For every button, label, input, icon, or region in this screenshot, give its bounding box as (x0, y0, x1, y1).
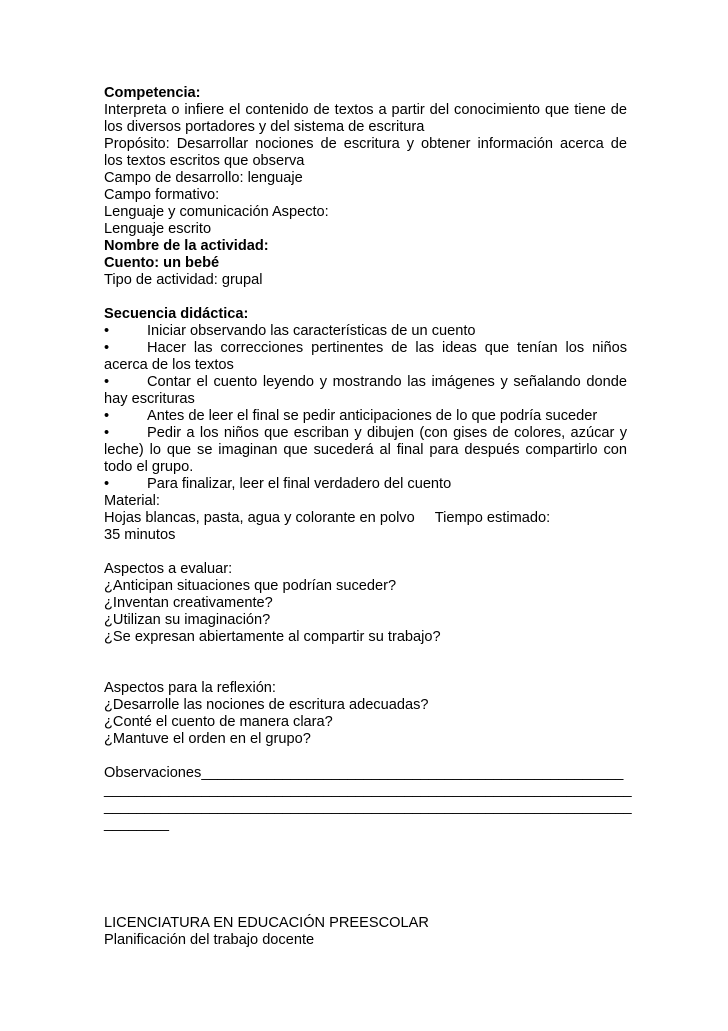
bullet-icon: • (104, 408, 110, 424)
secuencia-item-5-cont2: todo el grupo. (104, 459, 194, 475)
material-line (104, 510, 627, 527)
evaluar-item: ¿Anticipan situaciones que podrían suceder? (104, 578, 397, 594)
cuento-title: Cuento: un bebé (104, 255, 220, 271)
secuencia-item-2-cont: acerca de los textos (104, 357, 234, 373)
secuencia-item-3-cont: hay escrituras (104, 391, 195, 407)
bullet-icon: • (104, 323, 110, 339)
lenguaje-aspecto: Lenguaje y comunicación Aspecto: (104, 204, 329, 220)
nombre-actividad: Nombre de la actividad: (104, 238, 269, 254)
bullet-icon: • (104, 374, 110, 390)
secuencia-heading: Secuencia didáctica: (104, 306, 249, 322)
bullet-icon: • (104, 340, 110, 356)
tipo-actividad: Tipo de actividad: grupal (104, 272, 263, 288)
observaciones-line-3: _________________________________________________________________ (104, 799, 632, 815)
footer-subtitle: Planificación del trabajo docente (104, 932, 315, 948)
competencia-line-1: Interpreta o infiere el contenido de textos a partir del conocimiento que tiene de (104, 102, 627, 118)
secuencia-item-6: • Para finalizar, leer el final verdadero del cuento (104, 476, 452, 492)
observaciones-line-2: _________________________________________________________________ (104, 782, 632, 798)
proposito-line-1: Propósito: Desarrollar nociones de escritura y obtener información acerca de (104, 136, 627, 152)
evaluar-heading: Aspectos a evaluar: (104, 561, 233, 577)
secuencia-item-4: • Antes de leer el final se pedir anticipaciones de lo que podría suceder (104, 408, 598, 424)
bullet-icon: • (104, 476, 110, 492)
reflexion-item: ¿Desarrolle las nociones de escritura adecuadas? (104, 697, 429, 713)
footer-title: LICENCIATURA EN EDUCACIÓN PREESCOLAR (104, 915, 429, 931)
observaciones-line-4: ________ (104, 816, 169, 832)
secuencia-item-5: • Pedir a los niños que escriban y dibujen (con gises de colores, azúcar y (104, 425, 627, 441)
bullet-icon: • (104, 425, 110, 441)
campo-formativo: Campo formativo: (104, 187, 220, 203)
evaluar-item: ¿Inventan creativamente? (104, 595, 273, 611)
competencia-heading: Competencia: (104, 85, 201, 101)
page-footer (104, 915, 627, 949)
lenguaje-escrito: Lenguaje escrito (104, 221, 212, 237)
proposito-line-2: los textos escritos que observa (104, 153, 305, 169)
campo-desarrollo: Campo de desarrollo: lenguaje (104, 170, 303, 186)
evaluar-item: ¿Utilizan su imaginación? (104, 612, 271, 628)
observaciones-line-1: Observaciones____________________________________________________ (104, 765, 624, 781)
evaluar-item: ¿Se expresan abiertamente al compartir su trabajo? (104, 629, 441, 645)
secuencia-item-3: • Contar el cuento leyendo y mostrando las imágenes y señalando donde (104, 374, 627, 390)
secuencia-item-1: • Iniciar observando las características de un cuento (104, 323, 476, 339)
tiempo-value: 35 minutos (104, 527, 176, 543)
competencia-line-2: los diversos portadores y del sistema de escritura (104, 119, 425, 135)
material-text: Hojas blancas, pasta, agua y colorante en polvo (104, 510, 415, 526)
reflexion-heading: Aspectos para la reflexión: (104, 680, 276, 696)
secuencia-item-2: • Hacer las correcciones pertinentes de las ideas que tenían los niños (104, 340, 627, 356)
tiempo-label: Tiempo estimado: (434, 510, 551, 526)
secuencia-item-5-cont: leche) lo que se imaginan que sucederá al final para después compartirlo con (104, 442, 627, 458)
material-heading: Material: (104, 493, 160, 509)
document-body (104, 85, 632, 833)
reflexion-item: ¿Conté el cuento de manera clara? (104, 714, 333, 730)
reflexion-item: ¿Mantuve el orden en el grupo? (104, 731, 311, 747)
